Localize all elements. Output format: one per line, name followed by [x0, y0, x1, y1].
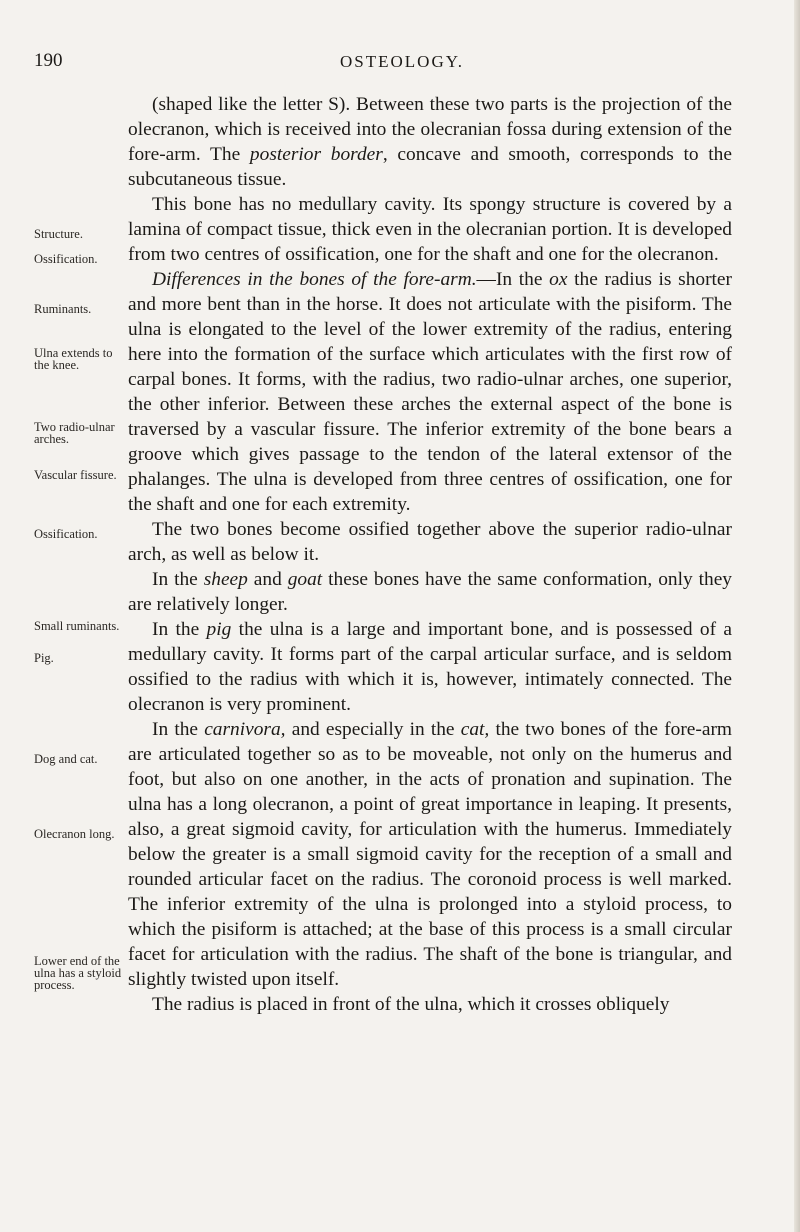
paragraph: This bone has no medullary cavity. Its spongy structure is covered by a lamina of compact tissue, thick even in the olecranian portion. It is developed from two centres of ossification, one for the shaft and one for the olecranon. — [128, 194, 732, 265]
page-number: 190 — [34, 50, 63, 71]
side-note: Ossification. — [34, 527, 98, 541]
paragraph: The radius is placed in front of the ulna, which it crosses obliquely — [152, 994, 670, 1015]
side-note: Ulna extends to the knee. — [34, 346, 113, 372]
paragraph: The two bones become ossified together above the superior radio-ulnar arch, as well as below it. — [128, 519, 732, 565]
paragraph: In the pig the ulna is a large and important bone, and is possessed of a medullary cavity. It forms part of the carpal articular surface, and is seldom ossified to the radius with which it is, however, intimately connected. The olecranon is very prominent. — [128, 619, 732, 715]
paragraph: In the carnivora, and especially in the cat, the two bones of the fore-arm are articulated together so as to be moveable, not only on the humerus and foot, but also on one another, in the acts of pronation and supination. The ulna has a long olecranon, a point of great importance in leaping. It presents, also, a great sigmoid cavity, for articulation with the humerus. Immediately below the greater is a small sigmoid cavity for the reception of a small and rounded articular facet on the radius. The coronoid process is well marked. The inferior extremity of the ulna is prolonged into a styloid process, to which the pisiform is attached; at the base of this process is a small circular facet for articulation with the radius. The shaft of the bone is triangular, and slightly twisted upon itself. — [128, 719, 732, 990]
running-title: OSTEOLOGY. — [340, 52, 465, 71]
side-note: Lower end of the ulna has a styloid process. — [34, 954, 122, 992]
side-note: Structure. — [34, 227, 83, 241]
paragraph: (shaped like the letter S). Between these two parts is the projection of the olecranon, which is received into the olecranian fossa during extension of the fore-arm. The posterior border, concave and smooth, corresponds to the subcutaneous tissue. — [128, 94, 732, 190]
side-note: Ruminants. — [34, 302, 92, 316]
paragraph: In the sheep and goat these bones have the same conformation, only they are relatively longer. — [128, 569, 732, 615]
side-note: Ossification. — [34, 252, 98, 266]
page-edge — [794, 0, 800, 1232]
side-note: Vascular fissure. — [34, 468, 117, 482]
side-note: Pig. — [34, 651, 54, 665]
side-note: Small ruminants. — [34, 619, 120, 633]
paragraph: Differences in the bones of the fore-arm.—In the ox the radius is shorter and more bent than in the horse. It does not articulate with the pisiform. The ulna is elongated to the level of the lower extremity of the radius, entering here into the formation of the surface which articulates with the first row of carpal bones. It forms, with the radius, two radio-ulnar arches, one superior, the other inferior. Between these arches the external aspect of the bone is traversed by a vascular fissure. The inferior extremity of the bone bears a groove which gives passage to the tendon of the lateral extensor of the phalanges. The ulna is developed from three centres of ossification, one for the shaft and one for each extremity. — [128, 269, 733, 515]
side-note: Two radio-ulnar arches. — [34, 420, 115, 446]
side-note: Olecranon long. — [34, 827, 115, 841]
side-note: Dog and cat. — [34, 752, 98, 766]
body-text — [128, 92, 732, 1017]
